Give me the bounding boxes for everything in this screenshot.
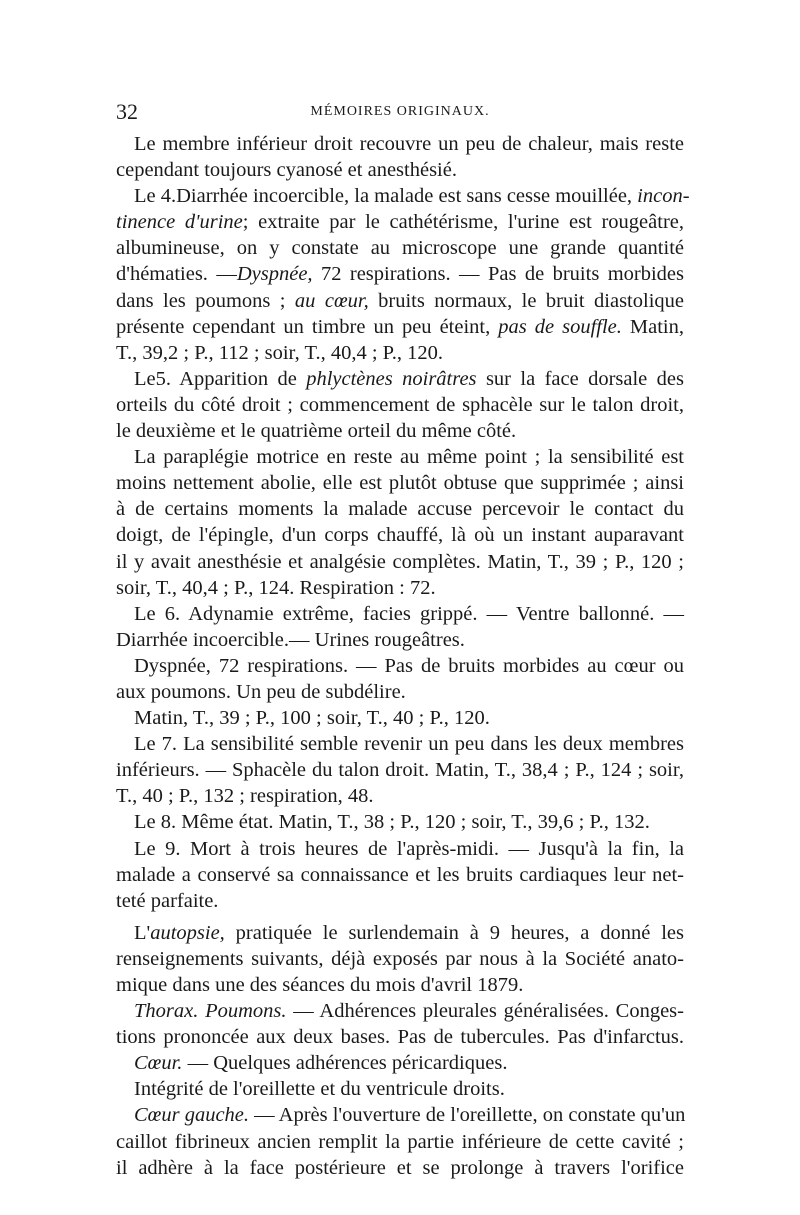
text-line: renseignements suivants, déjà exposés par nous à la Société anato- <box>116 947 684 970</box>
text-line: dans les poumons ; au cœur, bruits normaux, le bruit diastolique <box>116 289 684 312</box>
text-line: albumineuse, on y constate au microscope une grande quantité <box>116 237 684 260</box>
page-number: 32 <box>116 99 138 124</box>
text-line: orteils du côté droit ; commencement de sphacèle sur le talon droit, <box>116 393 684 416</box>
text-line: Cœur. — Quelques adhérences péricardiques. <box>134 1052 508 1075</box>
text-line: mique dans une des séances du mois d'avril 1879. <box>116 974 524 996</box>
text-line: présente cependant un timbre un peu éteint, pas de souffle. Matin, <box>116 315 684 338</box>
text-line: moins nettement abolie, elle est plutôt obtuse que supprimée ; ainsi <box>116 472 684 495</box>
text-line: La paraplégie motrice en reste au même point ; la sensibilité est <box>134 446 684 469</box>
page-header <box>116 100 684 124</box>
text-line: Diarrhée incoercible.— Urines rougeâtres. <box>116 628 465 651</box>
text-line: Cœur gauche. — Après l'ouverture de l'oreillette, on constate qu'un <box>134 1104 686 1127</box>
text-line: T., 40 ; P., 132 ; respiration, 48. <box>116 785 374 808</box>
text-line: Dyspnée, 72 respirations. — Pas de bruits morbides au cœur ou <box>134 654 684 677</box>
text-line: le deuxième et le quatrième orteil du même côté. <box>116 420 517 443</box>
text-line: caillot fibrineux ancien remplit la partie inférieure de cette cavité ; <box>116 1130 684 1153</box>
text-line: Le membre inférieur droit recouvre un peu de chaleur, mais reste <box>134 133 684 155</box>
page-body <box>116 131 690 1181</box>
text-line: Le 7. La sensibilité semble revenir un peu dans les deux membres <box>134 733 684 756</box>
text-line: tions prononcée aux deux bases. Pas de tubercules. Pas d'infarctus. <box>116 1026 684 1049</box>
text-line: il y avait anesthésie et analgésie complètes. Matin, T., 39 ; P., 120 ; <box>116 550 684 573</box>
text-line: Thorax. Poumons. — Adhérences pleurales généralisées. Conges- <box>134 1000 684 1023</box>
text-line: Le 9. Mort à trois heures de l'après-midi. — Jusqu'à la fin, la <box>134 837 684 860</box>
text-line: T., 39,2 ; P., 112 ; soir, T., 40,4 ; P., 120. <box>116 341 444 364</box>
text-line: tinence d'urine; extraite par le cathétérisme, l'urine est rougeâtre, <box>116 211 684 234</box>
text-line: Intégrité de l'oreillette et du ventricule droits. <box>134 1078 505 1101</box>
text-line: inférieurs. — Sphacèle du talon droit. Matin, T., 38,4 ; P., 124 ; soir, <box>116 759 684 782</box>
text-line: Le 6. Adynamie extrême, facies grippé. — Ventre ballonné. — <box>134 602 684 625</box>
text-line: d'hématies. —Dyspnée, 72 respirations. — Pas de bruits morbides <box>116 263 684 286</box>
text-line: teté parfaite. <box>116 889 219 912</box>
text-line: Le 4.Diarrhée incoercible, la malade est sans cesse mouillée, incon- <box>134 185 690 208</box>
text-line: L'autopsie, pratiquée le surlendemain à 9 heures, a donné les <box>134 921 684 944</box>
text-line: doigt, de l'épingle, d'un corps chauffé, là où un instant auparavant <box>116 524 684 547</box>
text-line: malade a conservé sa connaissance et les bruits cardiaques leur net- <box>116 863 684 886</box>
text-line: Le5. Apparition de phlyctènes noirâtres sur la face dorsale des <box>134 367 685 390</box>
text-line: aux poumons. Un peu de subdélire. <box>116 680 406 703</box>
text-line: cependant toujours cyanosé et anesthésié. <box>116 159 457 182</box>
text-line: à de certains moments la malade accuse percevoir le contact du <box>116 498 684 521</box>
running-title: MÉMOIRES ORIGINAUX. <box>310 104 490 119</box>
text-line: soir, T., 40,4 ; P., 124. Respiration : 72. <box>116 576 436 599</box>
text-line: il adhère à la face postérieure et se prolonge à travers l'orifice <box>116 1156 684 1179</box>
text-line: Le 8. Même état. Matin, T., 38 ; P., 120 ; soir, T., 39,6 ; P., 132. <box>134 811 650 834</box>
text-line: Matin, T., 39 ; P., 100 ; soir, T., 40 ; P., 120. <box>134 707 490 730</box>
